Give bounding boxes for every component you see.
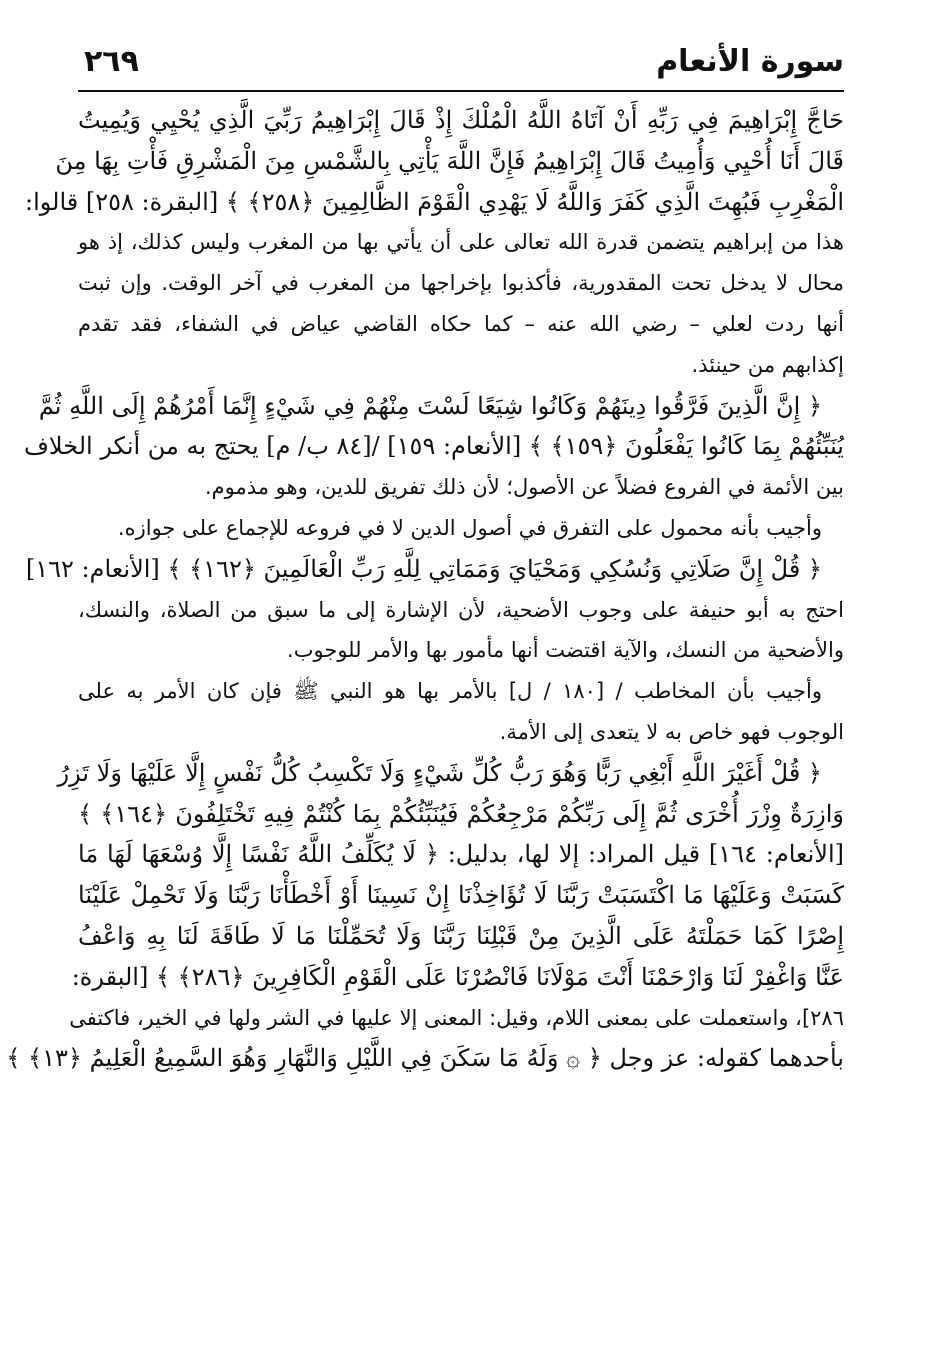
commentary-line: والأضحية من النسك، والآية اقتضت أنها مأمور بها والأمر للوجوب.: [287, 638, 844, 663]
quran-text-line: كَسَبَتْ وَعَلَيْهَا مَا اكْتَسَبَتْ رَبَّنَا لَا تُؤَاخِذْنَا إِنْ نَسِينَا أَوْ أَخْطَأْنَا رَبَّنَا وَلَا تَحْمِلْ عَلَيْنَا: [78, 881, 844, 910]
commentary-line: أنها ردت لعلي – رضي الله عنه – كما حكاه القاضي عياض في الشفاء، فقد تقدم: [78, 311, 844, 336]
commentary-line: هذا من إبراهيم يتضمن قدرة الله تعالى على أن يأتي بها من المغرب وليس كذلك، إذ هو: [78, 230, 844, 255]
commentary-line: احتج به أبو حنيفة على وجوب الأضحية، لأن الإشارة إلى ما سبق من الصلاة، والنسك،: [78, 597, 844, 622]
quran-text-line: بأحدهما كقوله: عز وجل ﴿ ۞ وَلَهُ مَا سَكَنَ فِي اللَّيْلِ وَالنَّهَارِ وَهُوَ السَّمِيعُ الْعَلِيمُ ﴿١٣﴾ ﴾: [6, 1044, 844, 1073]
quran-text-line: حَاجَّ إِبْرَاهِيمَ فِي رَبِّهِ أَنْ آتَاهُ اللَّهُ الْمُلْكَ إِذْ قَالَ إِبْرَاهِيمُ رَبِّيَ الَّذِي يُحْيِي وَيُمِيتُ: [78, 106, 844, 134]
quran-text-line: ﴿ قُلْ أَغَيْرَ اللَّهِ أَبْغِي رَبًّا وَهُوَ رَبُّ كُلِّ شَيْءٍ وَلَا تَكْسِبُ كُلُّ نَفْسٍ إِلَّا عَلَيْهَا وَلَا تَزِرُ: [57, 758, 822, 787]
quran-text-line: يُنَبِّئُهُمْ بِمَا كَانُوا يَفْعَلُونَ ﴿١٥٩﴾ ﴾ [الأنعام: ١٥٩] /[٨٤ ب/ م] يحتج به من أنكر الخلاف: [24, 432, 844, 461]
page-header: [78, 42, 844, 92]
quran-text-line: ﴿ إِنَّ الَّذِينَ فَرَّقُوا دِينَهُمْ وَكَانُوا شِيَعًا لَسْتَ مِنْهُمْ فِي شَيْءٍ إِنَّمَا أَمْرُهُمْ إِلَى اللَّهِ ثُمَّ: [38, 391, 822, 420]
commentary-line: وأجيب بأنه محمول على التفرق في أصول الدين لا في فروعه للإجماع على جوازه.: [117, 515, 822, 540]
quran-text-line: وَازِرَةٌ وِزْرَ أُخْرَى ثُمَّ إِلَى رَبِّكُمْ مَرْجِعُكُمْ فَيُنَبِّئُكُمْ بِمَا كُنْتُمْ فِيهِ تَخْتَلِفُونَ ﴿١٦٤﴾ ﴾: [78, 799, 844, 828]
commentary-line: الوجوب فهو خاص به لا يتعدى إلى الأمة.: [499, 719, 844, 744]
quran-text-line: ﴿ قُلْ إِنَّ صَلَاتِي وَنُسُكِي وَمَحْيَايَ وَمَمَاتِي لِلَّهِ رَبِّ الْعَالَمِينَ ﴿١٦٢﴾ ﴾ [الأنعام: ١٦٢]: [25, 554, 822, 583]
quran-text-line: قَالَ أَنَا أُحْيِي وَأُمِيتُ قَالَ إِبْرَاهِيمُ فَإِنَّ اللَّهَ يَأْتِي بِالشَّمْسِ مِنَ الْمَشْرِقِ فَأْتِ بِهَا مِنَ: [55, 146, 844, 175]
commentary-line: محال لا يدخل تحت المقدورية، فأكذبوا بإخراجها من المغرب في آخر الوقت. وإن ثبت: [78, 271, 844, 296]
quran-text-line: [الأنعام: ١٦٤] قيل المراد: إلا لها، بدليل: ﴿ لَا يُكَلِّفُ اللَّهُ نَفْسًا إِلَّا وُسْعَهَا لَهَا مَا: [78, 840, 844, 869]
quran-text-line: عَنَّا وَاغْفِرْ لَنَا وَارْحَمْنَا أَنْتَ مَوْلَانَا فَانْصُرْنَا عَلَى الْقَوْمِ الْكَافِرِينَ ﴿٢٨٦﴾ ﴾ [البقرة:: [71, 962, 844, 991]
quran-text-line: إِصْرًا كَمَا حَمَلْتَهُ عَلَى الَّذِينَ مِنْ قَبْلِنَا رَبَّنَا وَلَا تُحَمِّلْنَا مَا لَا طَاقَةَ لَنَا بِهِ وَاعْفُ: [78, 921, 844, 950]
commentary-line: ٢٨٦]، واستعملت على بمعنى اللام، وقيل: المعنى إلا عليها في الشر ولها في الخير، فاكتفى: [69, 1005, 844, 1030]
body-text: [6, 100, 844, 1079]
commentary-line: إكذابهم من حينئذ.: [691, 352, 844, 377]
page-number: ٢٦٩: [84, 44, 139, 79]
commentary-line: وأجيب بأن المخاطب / [١٨٠ / ل] بالأمر بها هو النبي ﷺ فإن كان الأمر به على: [78, 679, 822, 704]
surah-title: سورة الأنعام: [656, 44, 844, 79]
quran-text-line: الْمَغْرِبِ فَبُهِتَ الَّذِي كَفَرَ وَاللَّهُ لَا يَهْدِي الْقَوْمَ الظَّالِمِينَ ﴿٢٥٨﴾ ﴾ [البقرة: ٢٥٨] قالوا:: [25, 187, 844, 216]
commentary-line: بين الأئمة في الفروع فضلاً عن الأصول؛ لأن ذلك تفريق للدين، وهو مذموم.: [204, 475, 844, 500]
